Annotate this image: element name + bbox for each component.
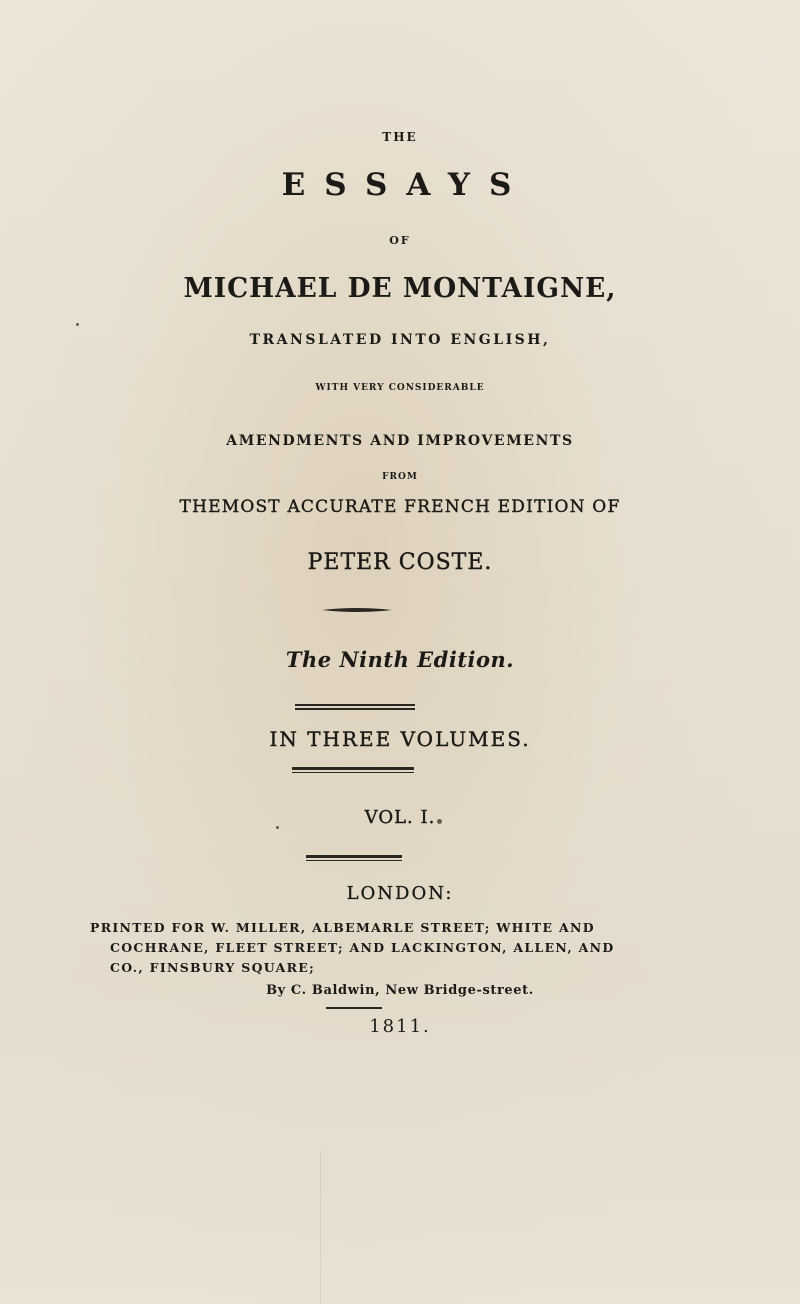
edition-statement: The Ninth Edition. — [285, 647, 515, 672]
imprint-line: COCHRANE, FLEET STREET; AND LACKINGTON, ALLEN, AND — [110, 940, 615, 955]
amendments-line: AMENDMENTS AND IMPROVEMENTS — [226, 433, 574, 449]
publication-year: 1811. — [369, 1016, 431, 1037]
title-the: THE — [382, 130, 418, 144]
ink-speck — [76, 323, 79, 326]
translation-note: TRANSLATED INTO ENGLISH, — [249, 332, 551, 348]
title-of: OF — [389, 234, 411, 247]
author-name: MICHAEL DE MONTAIGNE, — [183, 273, 617, 304]
place-of-publication: LONDON: — [346, 883, 454, 904]
thick-thin-rule — [306, 855, 402, 861]
with-very-considerable: WITH VERY CONSIDERABLE — [315, 383, 485, 393]
imprint-line: PRINTED FOR W. MILLER, ALBEMARLE STREET; WHITE AND — [90, 920, 595, 935]
printer-line: By C. Baldwin, New Bridge-street. — [266, 983, 534, 998]
source-edition-line: THEMOST ACCURATE FRENCH EDITION OF — [179, 497, 621, 517]
double-rule — [295, 704, 415, 710]
volumes-statement: IN THREE VOLUMES. — [269, 727, 531, 751]
editor-name: PETER COSTE. — [307, 550, 493, 575]
from-line: FROM — [382, 472, 418, 482]
book-title: ESSAYS — [281, 167, 531, 203]
imprint-block — [90, 918, 650, 978]
thick-thin-rule — [292, 767, 414, 773]
paper-crease — [320, 1150, 321, 1304]
short-rule — [326, 1007, 382, 1009]
volume-number: VOL. I. — [364, 807, 436, 828]
imprint-line: CO., FINSBURY SQUARE; — [110, 960, 316, 975]
swell-rule-ornament — [322, 606, 392, 614]
